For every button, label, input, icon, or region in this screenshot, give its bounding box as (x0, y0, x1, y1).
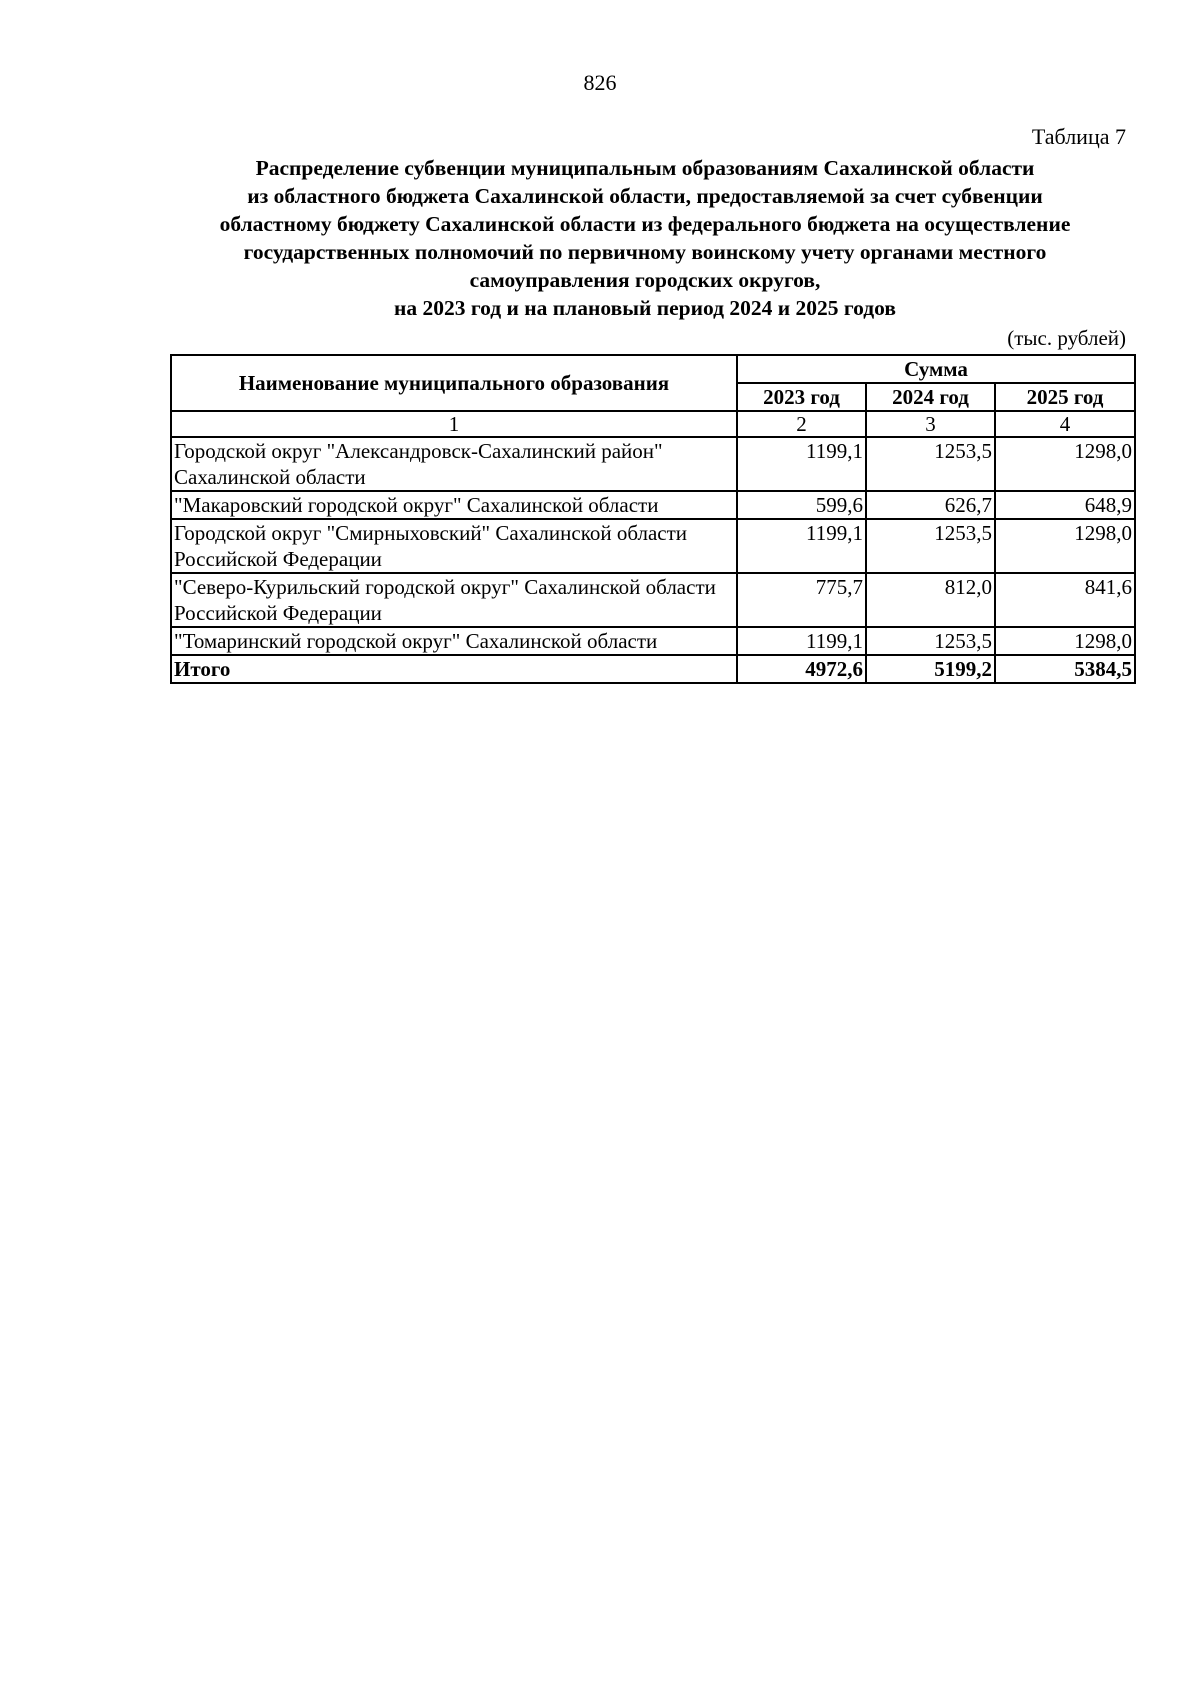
total-2024: 5199,2 (866, 655, 995, 683)
column-numbers-row (171, 411, 1135, 437)
value-2025: 1298,0 (995, 519, 1135, 573)
header-year-2025: 2025 год (995, 383, 1135, 411)
table-row (171, 437, 1135, 491)
table-row (171, 519, 1135, 573)
header-name: Наименование муниципального образования (171, 355, 737, 411)
value-2023: 1199,1 (737, 437, 866, 491)
table-row (171, 627, 1135, 655)
table-row (171, 491, 1135, 519)
total-row (171, 655, 1135, 683)
municipality-name: "Макаровский городской округ" Сахалинской области (171, 491, 737, 519)
header-year-2023: 2023 год (737, 383, 866, 411)
municipality-name: Городской округ "Смирныховский" Сахалинской области Российской Федерации (171, 519, 737, 573)
value-2023: 1199,1 (737, 519, 866, 573)
value-2025: 1298,0 (995, 627, 1135, 655)
value-2023: 775,7 (737, 573, 866, 627)
value-2024: 1253,5 (866, 519, 995, 573)
value-2025: 648,9 (995, 491, 1135, 519)
title-line: Распределение субвенции муниципальным образованиям Сахалинской области (255, 156, 1035, 180)
document-title (160, 154, 1130, 322)
value-2024: 626,7 (866, 491, 995, 519)
title-line: самоуправления городских округов, (469, 268, 821, 292)
table-row (171, 573, 1135, 627)
column-number: 4 (995, 411, 1135, 437)
municipality-name: "Томаринский городской округ" Сахалинской области (171, 627, 737, 655)
title-line: из областного бюджета Сахалинской области, предоставляемой за счет субвенции (247, 184, 1043, 208)
header-sum: Сумма (737, 355, 1135, 383)
value-2023: 1199,1 (737, 627, 866, 655)
header-row (171, 355, 1135, 383)
value-2024: 1253,5 (866, 627, 995, 655)
value-2025: 841,6 (995, 573, 1135, 627)
title-line: областному бюджету Сахалинской области из федерального бюджета на осуществление (219, 212, 1071, 236)
column-number: 1 (171, 411, 737, 437)
title-line: государственных полномочий по первичному воинскому учету органами местного (243, 240, 1047, 264)
title-line: на 2023 год и на плановый период 2024 и 2025 годов (394, 296, 896, 320)
total-2025: 5384,5 (995, 655, 1135, 683)
header-year-2024: 2024 год (866, 383, 995, 411)
value-2024: 812,0 (866, 573, 995, 627)
municipality-name: "Северо-Курильский городской округ" Сахалинской области Российской Федерации (171, 573, 737, 627)
units-label: (тыс. рублей) (1007, 326, 1126, 350)
value-2024: 1253,5 (866, 437, 995, 491)
value-2025: 1298,0 (995, 437, 1135, 491)
total-2023: 4972,6 (737, 655, 866, 683)
page-number: 826 (583, 70, 617, 95)
municipality-name: Городской округ "Александровск-Сахалинский район" Сахалинской области (171, 437, 737, 491)
total-label: Итого (171, 655, 737, 683)
subvention-table (170, 354, 1136, 684)
value-2023: 599,6 (737, 491, 866, 519)
table-label: Таблица 7 (1031, 124, 1126, 149)
column-number: 2 (737, 411, 866, 437)
column-number: 3 (866, 411, 995, 437)
